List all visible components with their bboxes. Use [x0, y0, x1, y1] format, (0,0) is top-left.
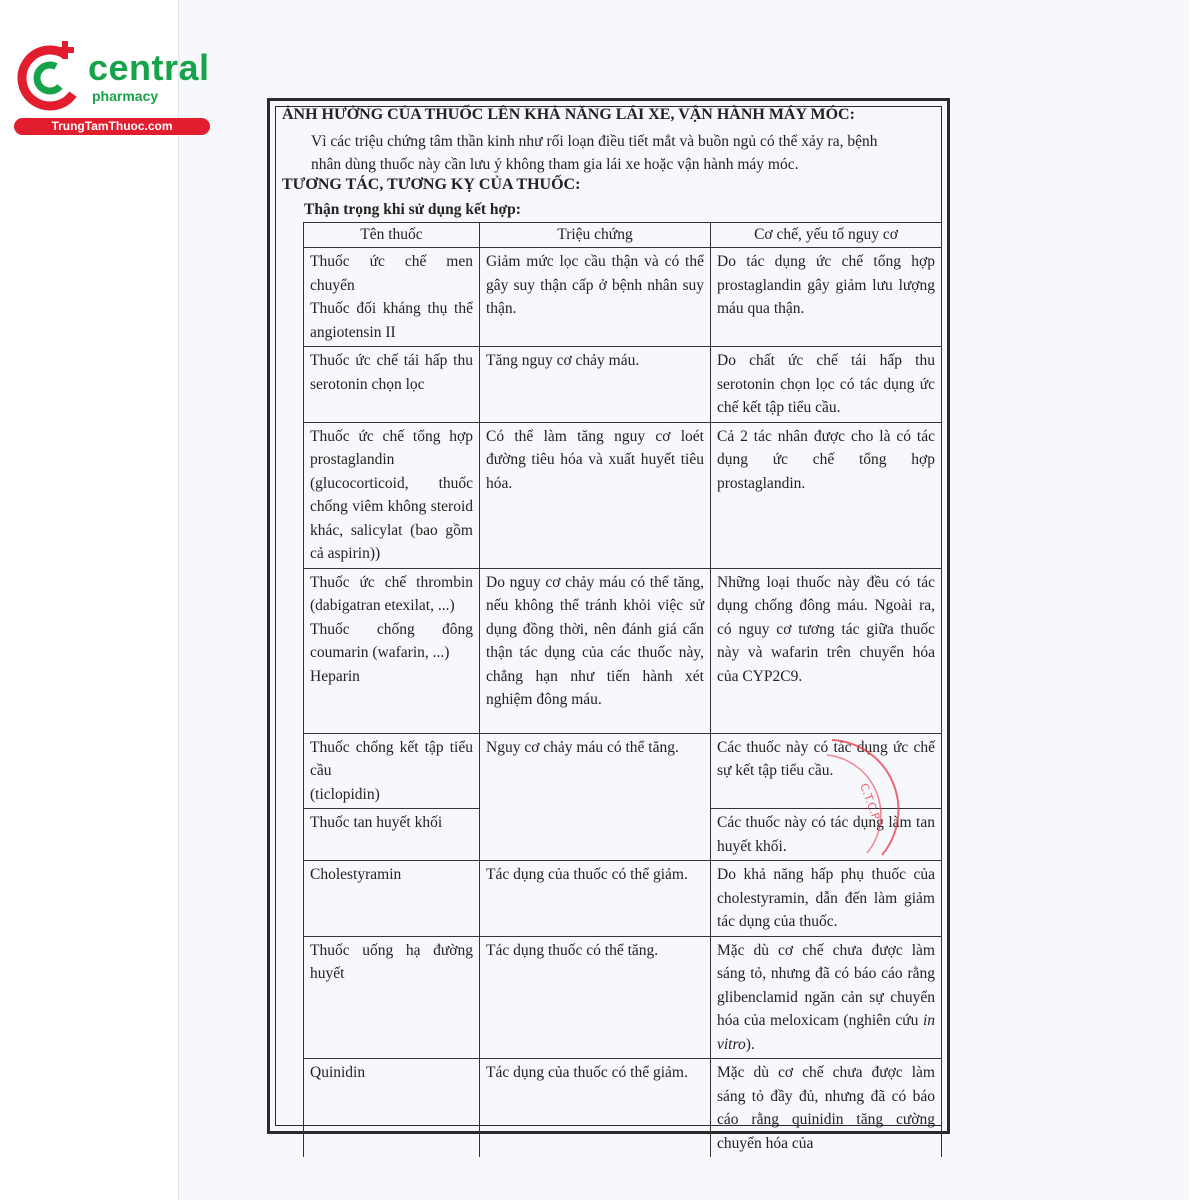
table-row: [304, 422, 942, 568]
driving-text-line2: nhân dùng thuốc này cần lưu ý không tham gia lái xe hoặc vận hành máy móc.: [311, 156, 799, 173]
table-header-row: [304, 223, 942, 248]
brand-name: central: [88, 47, 210, 88]
section-heading-driving: ẢNH HƯỞNG CỦA THUỐC LÊN KHẢ NĂNG LÁI XE, VẬN HÀNH MÁY MÓC:: [282, 106, 855, 123]
cell-symptom: Tác dụng thuốc có thể tăng.: [480, 936, 711, 1059]
brand-subtitle: pharmacy: [92, 88, 159, 104]
cell-symptom: Tác dụng của thuốc có thể giảm.: [480, 861, 711, 937]
mechanism-text: Mặc dù cơ chế chưa được làm sáng tỏ, nhưng đã có báo cáo rằng glibenclamid ngăn cản sự chuyển hóa của meloxicam (nghiên cứu: [717, 941, 935, 1029]
cell-drug: Thuốc ức chế tái hấp thu serotonin chọn lọc: [304, 347, 480, 423]
cell-symptom: Giảm mức lọc cầu thận và có thể gây suy thận cấp ở bệnh nhân suy thận.: [480, 248, 711, 347]
cell-mechanism: Những loại thuốc này đều có tác dụng chống đông máu. Ngoài ra, có nguy cơ tương tác giữa thuốc này và wafarin trên chuyển hóa của CYP2C9.: [711, 568, 942, 733]
mechanism-italic: in vitro: [717, 1012, 935, 1053]
table-row: [304, 347, 942, 423]
cell-drug: Thuốc tan huyết khối: [304, 809, 480, 861]
mechanism-text-end: ).: [745, 1035, 755, 1053]
driving-text-line1: Vì các triệu chứng tâm thần kinh như rối loạn điều tiết mắt và buồn ngủ có thể xảy ra, bệnh: [311, 133, 878, 150]
cell-symptom: Tác dụng của thuốc có thể giảm.: [480, 1059, 711, 1158]
header-drug-name: Tên thuốc: [304, 223, 480, 248]
section-heading-interactions: TƯƠNG TÁC, TƯƠNG KỴ CỦA THUỐC:: [282, 176, 581, 193]
table-row: [304, 568, 942, 733]
cell-mechanism: Các thuốc này có tác dụng ức chế sự kết tập tiểu cầu.: [711, 733, 942, 809]
header-symptom: Triệu chứng: [480, 223, 711, 248]
cell-mechanism: Cả 2 tác nhân được cho là có tác dụng ức chế tổng hợp prostaglandin.: [711, 422, 942, 568]
cell-drug: Cholestyramin: [304, 861, 480, 937]
cell-symptom: Do nguy cơ chảy máu có thể tăng, nếu không thể tránh khỏi việc sử dụng đồng thời, nên đánh giá cẩn thận tác dụng của các thuốc này, chẳng hạn như tiến hành xét nghiệm đông máu.: [480, 568, 711, 733]
cell-drug: Thuốc uống hạ đường huyết: [304, 936, 480, 1059]
cell-mechanism: [711, 936, 942, 1059]
cell-drug: Quinidin: [304, 1059, 480, 1158]
subheading-caution: Thận trọng khi sử dụng kết hợp:: [304, 201, 521, 218]
table-row: [304, 248, 942, 347]
table-row: [304, 936, 942, 1059]
cell-drug: Thuốc chống kết tập tiểu cầu (ticlopidin): [304, 733, 480, 809]
cell-mechanism: Mặc dù cơ chế chưa được làm sáng tỏ đầy đủ, nhưng đã có báo cáo rằng quinidin tăng cường chuyển hóa của: [711, 1059, 942, 1158]
stamp-text: C.T.C.P: [857, 781, 883, 822]
cell-mechanism: Do tác dụng ức chế tổng hợp prostaglandin gây giảm lưu lượng máu qua thận.: [711, 248, 942, 347]
table-row: [304, 733, 942, 809]
interaction-table: [303, 222, 942, 1157]
table-row: [304, 1059, 942, 1158]
cell-mechanism: Các thuốc này có tác dụng làm tan huyết khối.: [711, 809, 942, 861]
cell-drug: Thuốc ức chế men chuyển Thuốc đối kháng thụ thể angiotensin II: [304, 248, 480, 347]
brand-url-badge[interactable]: TrungTamThuoc.com: [14, 118, 210, 135]
cell-symptom: Tăng nguy cơ chảy máu.: [480, 347, 711, 423]
table-row: [304, 861, 942, 937]
header-mechanism: Cơ chế, yếu tố nguy cơ: [711, 223, 942, 248]
cell-mechanism: Do khả năng hấp phụ thuốc của cholestyramin, dẫn đến làm giảm tác dụng của thuốc.: [711, 861, 942, 937]
cell-drug: Thuốc ức chế tổng hợp prostaglandin (glucocorticoid, thuốc chống viêm không steroid khác, salicylat (bao gồm cả aspirin)): [304, 422, 480, 568]
cell-mechanism: Do chất ức chế tái hấp thu serotonin chọn lọc có tác dụng ức chế kết tập tiểu cầu.: [711, 347, 942, 423]
cell-symptom: Nguy cơ chảy máu có thể tăng.: [480, 733, 711, 861]
cell-symptom: Có thể làm tăng nguy cơ loét đường tiêu hóa và xuất huyết tiêu hóa.: [480, 422, 711, 568]
cell-drug: Thuốc ức chế thrombin (dabigatran etexilat, ...) Thuốc chống đông coumarin (wafarin, ...) Heparin: [304, 568, 480, 733]
